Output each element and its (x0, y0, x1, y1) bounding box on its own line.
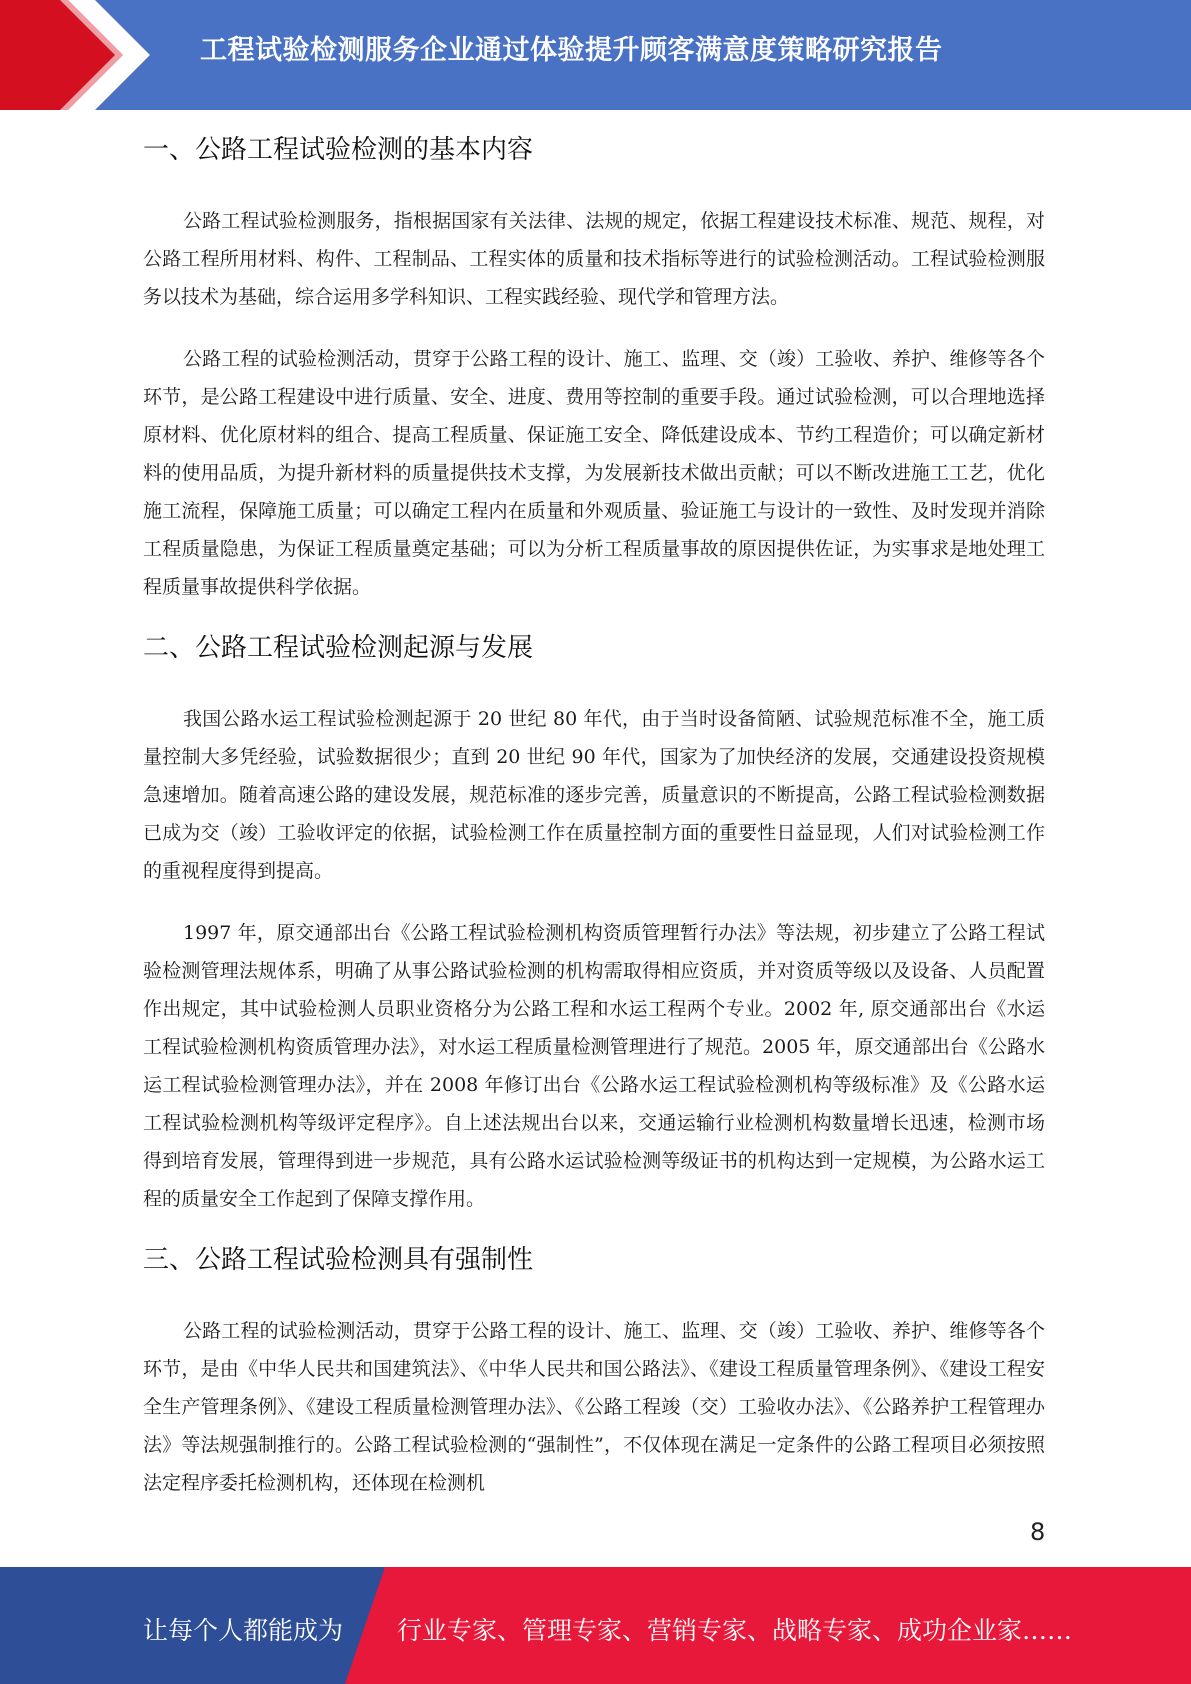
section-3 (143, 1238, 1045, 1502)
paragraph: 公路工程的试验检测活动，贯穿于公路工程的设计、施工、监理、交（竣）工验收、养护、维修等各个环节，是由《中华人民共和国建筑法》、《中华人民共和国公路法》、《建设工程质量管理条例》、《建设工程安全生产管理条例》、《建设工程质量检测管理办法》、《公路工程竣（交）工验收办法》、《公路养护工程管理办法》等法规强制推行的。公路工程试验检测的“强制性”，不仅体现在满足一定条件的公路工程项目必须按照法定程序委托检测机构，还体现在检测机 (143, 1320, 1045, 1494)
section-heading: 二、公路工程试验检测起源与发展 (143, 633, 534, 663)
paragraph: 我国公路水运工程试验检测起源于 20 世纪 80 年代，由于当时设备简陋、试验规范标准不全，施工质量控制大多凭经验，试验数据很少；直到 20 世纪 90 年代，国家为了加快经济的发展，交通建设投资规模急速增加。随着高速公路的建设发展，规范标准的逐步完善，质量意识的不断提高，公路工程试验检测数据已成为交（竣）工验收评定的依据，试验检测工作在质量控制方面的重要性日益显现，人们对试验检测工作的重视程度得到提高。 (143, 708, 1045, 882)
page-footer (0, 1567, 1191, 1684)
document-body (143, 128, 1045, 1502)
report-title: 工程试验检测服务企业通过体验提升顾客满意度策略研究报告 (200, 35, 943, 66)
page-header (0, 0, 1191, 110)
section-1 (143, 128, 1045, 606)
section-2 (143, 626, 1045, 1218)
paragraph: 公路工程的试验检测活动，贯穿于公路工程的设计、施工、监理、交（竣）工验收、养护、维修等各个环节，是公路工程建设中进行质量、安全、进度、费用等控制的重要手段。通过试验检测，可以合理地选择原材料、优化原材料的组合、提高工程质量、保证施工安全、降低建设成本、节约工程造价；可以确定新材料的使用品质，为提升新材料的质量提供技术支撑，为发展新技术做出贡献；可以不断改进施工工艺，优化施工流程，保障施工质量；可以确定工程内在质量和外观质量、验证施工与设计的一致性、及时发现并消除工程质量隐患，为保证工程质量奠定基础；可以为分析工程质量事故的原因提供佐证，为实事求是地处理工程质量事故提供科学依据。 (143, 348, 1045, 598)
footer-slogan-left: 让每个人都能成为 (143, 1616, 344, 1645)
section-heading: 三、公路工程试验检测具有强制性 (143, 1245, 534, 1275)
paragraph: 公路工程试验检测服务，指根据国家有关法律、法规的规定，依据工程建设技术标准、规范、规程，对公路工程所用材料、构件、工程制品、工程实体的质量和技术指标等进行的试验检测活动。工程试验检测服务以技术为基础，综合运用多学科知识、工程实践经验、现代学和管理方法。 (143, 210, 1045, 308)
page-number: 8 (1030, 1518, 1046, 1546)
footer-slogan-right: 行业专家、管理专家、营销专家、战略专家、成功企业家…… (397, 1616, 1073, 1645)
paragraph: 1997 年，原交通部出台《公路工程试验检测机构资质管理暂行办法》等法规，初步建立了公路工程试验检测管理法规体系，明确了从事公路试验检测的机构需取得相应资质，并对资质等级以及设备、人员配置作出规定，其中试验检测人员职业资格分为公路工程和水运工程两个专业。2002 年, 原交通部出台《水运工程试验检测机构资质管理办法》，对水运工程质量检测管理进行了规范。2005 年，原交通部出台《公路水运工程试验检测管理办法》，并在 2008 年修订出台《公路水运工程试验检测机构等级标准》及《公路水运工程试验检测机构等级评定程序》。自上述法规出台以来，交通运输行业检测机构数量增长迅速，检测市场得到培育发展，管理得到进一步规范，具有公路水运试验检测等级证书的机构达到一定规模，为公路水运工程的质量安全工作起到了保障支撑作用。 (143, 922, 1045, 1210)
section-heading: 一、公路工程试验检测的基本内容 (143, 135, 534, 165)
